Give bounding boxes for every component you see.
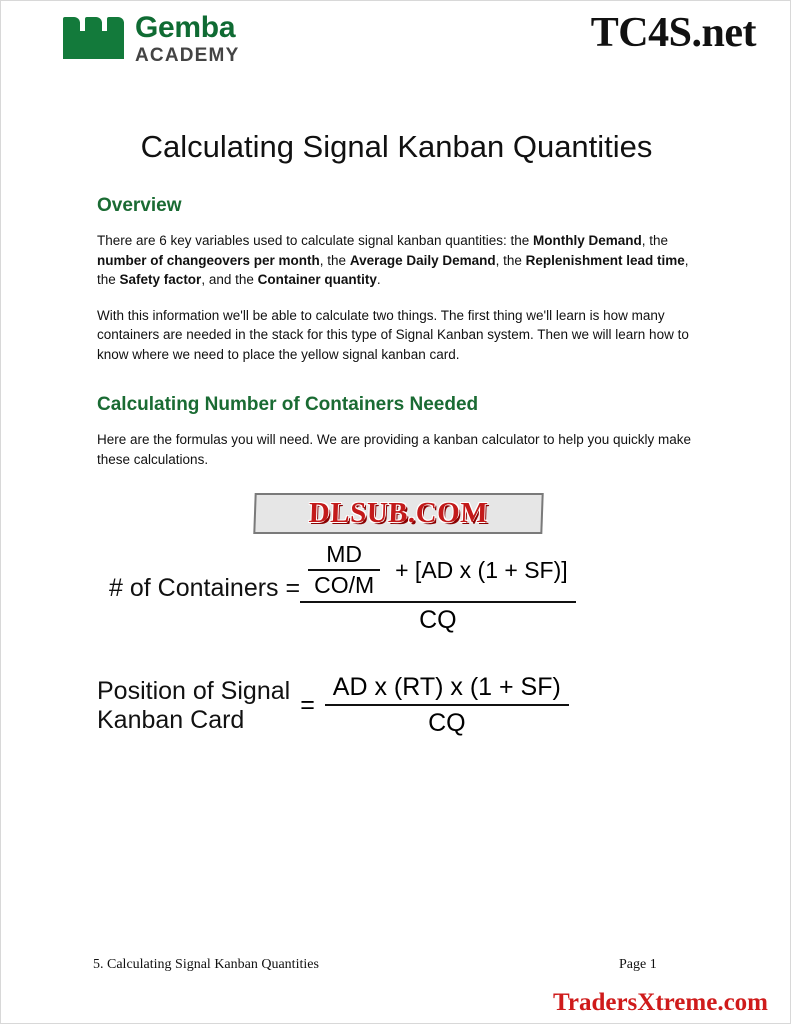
formula-position-fraction (325, 673, 569, 738)
formula-containers-numerator (300, 541, 576, 601)
containers-paragraph-1: Here are the formulas you will need. We are providing a kanban calculator to help you quickly make these calculations. (97, 432, 692, 467)
overview-paragraph-2: With this information we'll be able to calculate two things. The first thing we'll learn is how many containers are needed in the stack for this type of Signal Kanban system. Then we will learn how to know where we need to place the yellow signal kanban card. (97, 307, 689, 362)
document-body (97, 195, 697, 486)
factory-icon (63, 17, 125, 59)
formula-containers-addend: + [AD x (1 + SF)] (395, 556, 568, 583)
formula-containers-inner-denominator: CO/M (314, 572, 375, 598)
formula-position-label-line2: Kanban Card (97, 705, 245, 734)
overview-paragraph-1: There are 6 key variables used to calculate signal kanban quantities: the Monthly Demand, the number of changeovers per month, the Average Daily Demand, the Replenishment lead time, the Safety factor, and the Container quantity. (97, 233, 689, 288)
formula-position-equals: = (300, 691, 315, 719)
footer-page-number: Page 1 (619, 957, 657, 972)
page-footer (1, 957, 791, 987)
logo-academy-text: ACADEMY (135, 45, 240, 66)
logo-gemba-text: Gemba (135, 11, 236, 44)
page-title: Calculating Signal Kanban Quantities (140, 129, 653, 164)
formula-position-label (97, 677, 290, 735)
logo-wordmark (135, 13, 239, 65)
section-heading-containers: Calculating Number of Containers Needed (97, 394, 479, 416)
gemba-academy-logo (63, 13, 239, 65)
formula-position-of-signal-kanban-card (97, 673, 569, 738)
footer-document-name: 5. Calculating Signal Kanban Quantities (93, 957, 319, 972)
site-watermark-tc4s: TC4S.net (590, 10, 756, 56)
formula-position-numerator: AD x (RT) x (1 + SF) (332, 673, 561, 701)
formula-containers-fraction (300, 541, 576, 635)
section-heading-overview: Overview (97, 195, 182, 216)
formula-containers-denominator: CQ (419, 606, 457, 634)
tradersxtreme-watermark: TradersXtreme.com (553, 989, 768, 1016)
formula-containers-inner-fraction (308, 541, 380, 599)
formula-containers-inner-numerator: MD (326, 541, 363, 567)
formula-position-label-line1: Position of Signal (97, 676, 291, 705)
formula-position-denominator: CQ (428, 709, 466, 737)
page-header (1, 1, 791, 97)
dlsub-watermark: DLSUB.COM (253, 493, 543, 534)
formula-number-of-containers (109, 541, 576, 635)
formula-containers-label: # of Containers = (109, 573, 301, 602)
